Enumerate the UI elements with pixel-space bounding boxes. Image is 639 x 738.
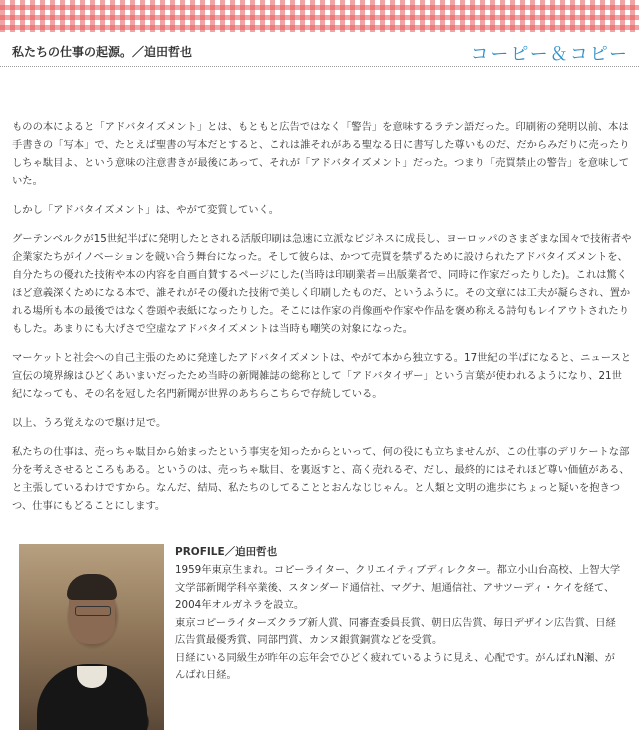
article-paragraph: 以上、うろ覚えなので駆け足で。 (12, 417, 167, 429)
article-paragraph: 私たちの仕事は、売っちゃ駄目から始まったという事実を知ったからといって、何の役にも立ちませんが、この仕事のデリケートな部分を考えさせるところもある。というのは、売っちゃ駄目、を裏返すと、高く売れるぞ、だし、最終的にはそれほど尊い価値がある、と主張しているわけですから。なんだ、結局、私たちのしてることとおんなじじゃん。と人類と文明の進歩にちょっと疑いを抱きつつ、仕事にもどることにします。 (12, 446, 630, 512)
profile-photo (19, 544, 164, 730)
profile-bio-line: 1959年東京生まれ。コピーライター、クリエイティブディレクター。都立小山台高校、上智大学文学部新聞学科卒業後、スタンダード通信社、マグナ、旭通信社、アサツーディ・ケイを経て、2004年オルガネラを設立。 (175, 564, 621, 611)
page-title: 私たちの仕事の起源。／迫田哲也 (12, 45, 193, 59)
gingham-banner (0, 0, 639, 32)
header-divider (0, 66, 639, 67)
profile-bio-line: 日経にいる同級生が昨年の忘年会でひどく疲れているように見え、心配です。がんばれN瀬、がんばれ日経。 (175, 651, 615, 681)
brand-logo[interactable]: コーピー＆コピー (470, 44, 629, 65)
article-paragraph: マーケットと社会への自己主張のために発達したアドバタイズメントは、やがて本から独立する。17世紀の半ばになると、ニュースと宣伝の境界線はひどくあいまいだったため当時の新聞雑誌の総称として「アドバタイザー」という言葉が使われるようになり、21世紀になっても、その名を冠した名門新聞が世界のあちらこちらで存続している。 (12, 352, 632, 400)
article-paragraph: ものの本によると「アドバタイズメント」とは、もともと広告ではなく「警告」を意味するラテン語だった。印刷術の発明以前、本は手書きの「写本」で、たとえば聖書の写本だとすると、これは誰それがある聖なる日に書写した尊いものだ、だからみだりに売ったりしちゃ駄目よ、という意味の注意書きが最後にあって、それが「アドバタイズメント」だった。つまり「売買禁止の警告」を意味していた。 (12, 121, 630, 187)
photo-glasses (75, 606, 111, 616)
profile-bio-line: 東京コピーライターズクラブ新人賞、同審査委員長賞、朝日広告賞、毎日デザイン広告賞、日経広告賞最優秀賞、同部門賞、カンヌ銀賞銅賞などを受賞。 (175, 616, 616, 646)
article-paragraph: しかし「アドバタイズメント」は、やがて変質していく。 (12, 204, 279, 216)
article-paragraph: グーテンベルクが15世紀半ばに発明したとされる活版印刷は急速に立派なビジネスに成長し、ヨーロッパのさまざまな国々で技術者や企業家たちがイノベーションを競い合う舞台になった。そして彼らは、かつて売買を禁ずるために設けられたアドバタイズメントを、自分たちの優れた技術や本の内容を自画自賛するページにした(当時は印刷業者＝出版業者で、同時に作家だったりした)。これは驚くほど意義深くためになる本で、誰それがその優れた技術で美しく印刷したものだ、というふうに。その文章には工夫が凝らされ、置かれる場所も本の最後ではなく巻頭や表紙になったりした。そこには作家の肖像画や作家や作品を褒め称える詩句もレイアウトされたりもした。あまりにも大げさで空虚なアドバタイズメントは当時も嘲笑の対象になった。 (12, 233, 632, 335)
profile-bio (175, 562, 625, 685)
profile-heading: PROFILE／迫田哲也 (175, 546, 278, 558)
photo-hair (67, 574, 117, 600)
article-body (12, 118, 632, 526)
